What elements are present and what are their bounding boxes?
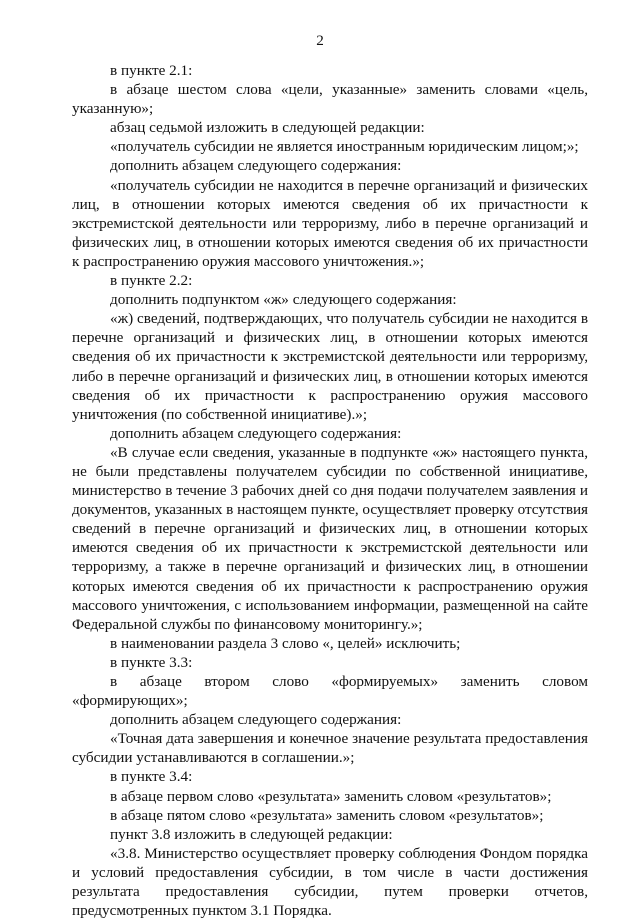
paragraph-fifth-abzac-result-change: в абзаце пятом слово «результата» заменить словом «результатов»; [110, 806, 544, 824]
paragraph-add-abzac-note: дополнить абзацем следующего содержания: [110, 157, 402, 175]
paragraph-replace-forming-word: в абзаце втором слово «формируемых» заменить словом «формирующих»; [72, 673, 588, 710]
paragraph-section-3-title-change: в наименовании раздела 3 слово «, целей» исключить; [110, 634, 461, 652]
paragraph-item-2-1: в пункте 2.1: [110, 62, 193, 79]
paragraph-item-3-8-note: пункт 3.8 изложить в следующей редакции: [110, 825, 393, 843]
paragraph-item-3-8-text: «3.8. Министерство осуществляет проверку соблюдения Фондом порядка и условий предоставления субсидии, в том числе в части достижения результата предоставления субсидии, путем проверки отчетов, предусмотренных пунктом 3.1 Порядка. [72, 844, 588, 920]
paragraph-add-abzac-note-3: дополнить абзацем следующего содержания: [110, 711, 402, 729]
paragraph-item-3-4: в пункте 3.4: [110, 768, 193, 786]
page-number: 2 [316, 32, 324, 49]
paragraph-item-2-2: в пункте 2.2: [110, 272, 193, 290]
paragraph-add-abzac-note-2: дополнить абзацем следующего содержания: [110, 424, 402, 442]
paragraph-replace-goal-words: в абзаце шестом слова «цели, указанные» заменить словами «цель, указанную»; [72, 81, 588, 118]
paragraph-first-abzac-result-change: в абзаце первом слово «результата» заменить словом «результатов»; [110, 787, 552, 805]
paragraph-foreign-entity-clause: «получатель субсидии не является иностранным юридическим лицом;»; [110, 138, 579, 156]
paragraph-seventh-abzac-note: абзац седьмой изложить в следующей редакции: [110, 119, 425, 137]
document-body [72, 61, 588, 920]
paragraph-item-3-3: в пункте 3.3: [110, 653, 193, 671]
paragraph-exact-date-clause: «Точная дата завершения и конечное значение результата предоставления субсидии устанавливаются в соглашении.»; [72, 730, 588, 767]
paragraph-add-subitem-zh-note: дополнить подпунктом «ж» следующего содержания: [110, 291, 457, 309]
paragraph-ministry-check: «В случае если сведения, указанные в подпункте «ж» настоящего пункта, не были представлены получателем субсидии по собственной инициативе, министерство в течение 3 рабочих дней со дня подачи получателем заявления и документов, указанных в настоящем пункте, осуществляет проверку отсутствия сведений в перечне организаций и физических лиц, в отношении которых имеются сведения об их причастности к экстремистской деятельности или терроризму, а также в перечне организаций и физических лиц, в отношении которых имеются сведения об их причастности к распространению оружия массового уничтожения, с использованием информации, размещенной на сайте Федеральной службы по финансовому мониторингу.»; [72, 443, 588, 633]
paragraph-extremism-list-clause: «получатель субсидии не находится в перечне организаций и физических лиц, в отношении которых имеются сведения об их причастности к экстремистской деятельности или терроризму, либо в перечне организаций и физических лиц, в отношении которых имеются сведения об их причастности к распространению оружия массового уничтожения.»; [72, 176, 588, 270]
paragraph-subitem-zh: «ж) сведений, подтверждающих, что получатель субсидии не находится в перечне организаций и физических лиц, в отношении которых имеются сведения об их причастности к экстремистской деятельности или терроризму, либо в перечне организаций и физических лиц, в отношении которых имеются сведения об их причастности к распространению оружия массового уничтожения (по собственной инициативе).»; [72, 310, 588, 423]
